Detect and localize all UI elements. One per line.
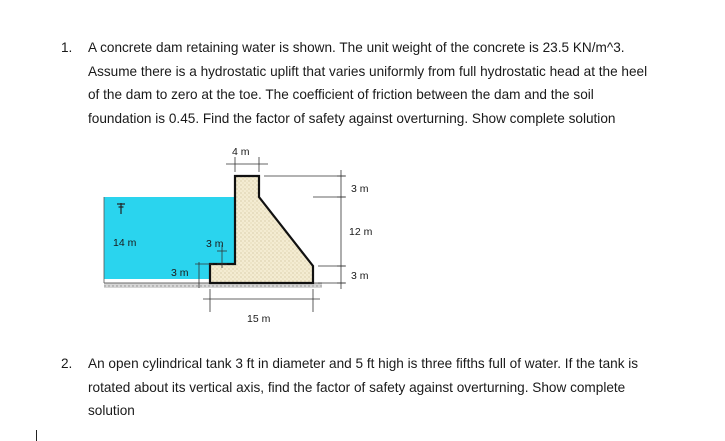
text-cursor — [36, 430, 37, 441]
question-2 — [61, 352, 718, 423]
base-width-label: 15 m — [247, 313, 271, 325]
question-1-line-4: foundation is 0.45. Find the factor of safety against overturning. Show complete solution — [88, 110, 616, 126]
step-height-label: 3 m — [206, 238, 224, 250]
heel-offset-label: 3 m — [171, 267, 189, 279]
question-2-line-3: solution — [88, 403, 135, 418]
question-1-line-1: A concrete dam retaining water is shown. The unit weight of the concrete is 23.5 KN/m^3. — [88, 40, 625, 55]
right-middle-label: 12 m — [349, 226, 373, 238]
base-width-dimension — [203, 289, 320, 312]
question-1-line-3: of the dam to zero at the toe. The coefficient of friction between the dam and the soil — [88, 87, 594, 102]
top-width-dimension — [226, 157, 268, 172]
question-2-number: 2. — [61, 356, 73, 371]
water-depth-label: 14 m — [113, 237, 137, 249]
question-2-line-2: rotated about its vertical axis, find the factor of safety against overturning. Show complete — [88, 379, 626, 395]
top-width-label: 4 m — [232, 146, 250, 158]
question-1-line-2: Assume there is a hydrostatic uplift that varies uniformly from full hydrostatic head at the heel — [88, 63, 648, 79]
right-top-label: 3 m — [351, 183, 369, 195]
question-2-line-1: An open cylindrical tank 3 ft in diameter and 5 ft high is three fifths full of water. If the tank is — [88, 356, 639, 371]
right-bottom-label: 3 m — [351, 270, 369, 282]
question-1-number: 1. — [61, 40, 73, 55]
